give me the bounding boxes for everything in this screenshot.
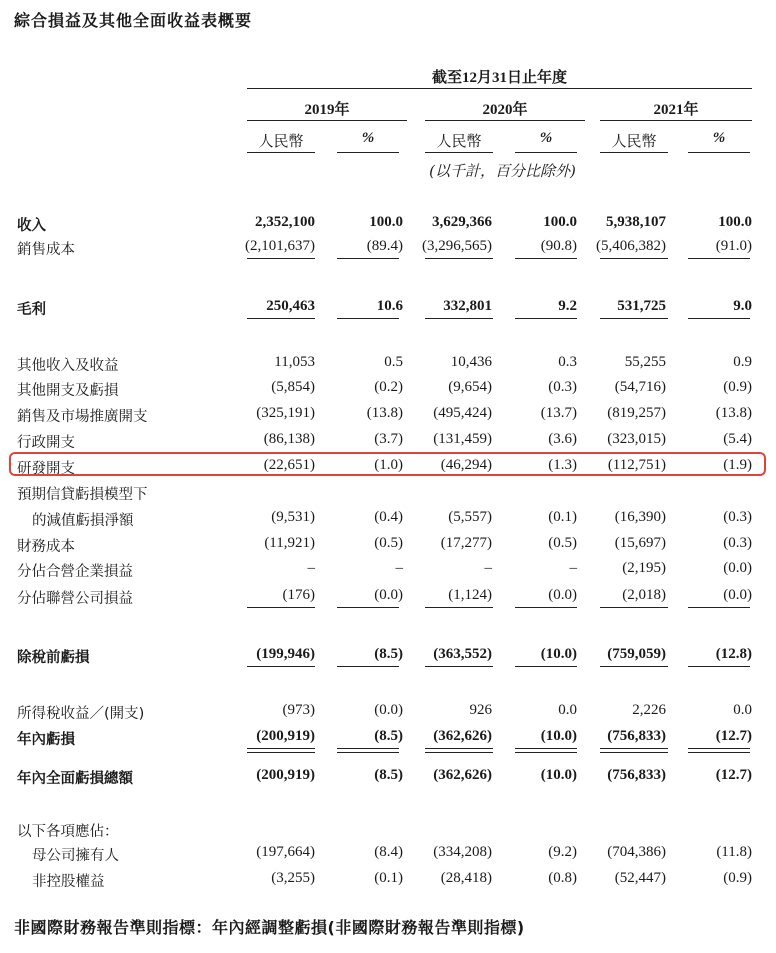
row-label: 分佔合營企業損益 bbox=[17, 564, 133, 580]
cell-rmb: (86,138) bbox=[263, 431, 315, 447]
cell-rmb: (756,833) bbox=[607, 728, 666, 744]
cell-pct: (13.8) bbox=[715, 405, 752, 421]
underline bbox=[337, 607, 399, 608]
cell-rmb: 531,725 bbox=[617, 298, 666, 314]
underline bbox=[247, 666, 315, 667]
cell-rmb: 2,352,100 bbox=[255, 214, 315, 230]
cell-pct: (0.0) bbox=[548, 587, 577, 603]
cell-rmb: (3,255) bbox=[271, 870, 315, 886]
cell-pct: (0.3) bbox=[723, 509, 752, 525]
year-header-2020: 2020年 bbox=[482, 102, 528, 118]
year-header-2019: 2019年 bbox=[304, 102, 350, 118]
row-label: 所得稅收益／(開支) bbox=[17, 706, 145, 722]
period-header: 截至12月31日止年度 bbox=[431, 70, 567, 86]
underline bbox=[515, 258, 577, 259]
cell-rmb: (819,257) bbox=[607, 405, 666, 421]
cell-pct: (13.7) bbox=[540, 405, 577, 421]
cell-rmb: (5,854) bbox=[271, 379, 315, 395]
row-label: 預期信貸虧損模型下 bbox=[17, 487, 148, 503]
cell-pct: (0.1) bbox=[374, 870, 403, 886]
unit-rule bbox=[425, 152, 493, 153]
underline bbox=[337, 318, 399, 319]
cell-pct: (89.4) bbox=[366, 238, 403, 254]
underline bbox=[600, 666, 668, 667]
cell-pct: (10.0) bbox=[540, 728, 577, 744]
highlight-box bbox=[9, 452, 766, 476]
table-row bbox=[0, 296, 776, 320]
underline bbox=[247, 607, 315, 608]
cell-rmb: (759,059) bbox=[607, 646, 666, 662]
underline bbox=[688, 666, 750, 667]
cell-rmb: (46,294) bbox=[440, 457, 492, 473]
cell-rmb: (756,833) bbox=[607, 767, 666, 783]
cell-rmb: (197,664) bbox=[256, 844, 315, 860]
row-label: 毛利 bbox=[17, 302, 46, 318]
cell-rmb: (362,626) bbox=[433, 767, 492, 783]
cell-pct: (90.8) bbox=[540, 238, 577, 254]
cell-pct: (8.5) bbox=[374, 646, 403, 662]
section-title: 綜合損益及其他全面收益表概要 bbox=[14, 11, 253, 30]
cell-pct: (11.8) bbox=[716, 844, 752, 860]
cell-pct: 9.0 bbox=[733, 298, 752, 314]
year-rule-2019 bbox=[247, 120, 407, 121]
row-label: 收入 bbox=[17, 218, 46, 234]
underline bbox=[425, 607, 493, 608]
double-underline bbox=[600, 748, 668, 753]
cell-pct: 0.0 bbox=[733, 702, 752, 718]
cell-pct: (10.0) bbox=[540, 767, 577, 783]
table-row bbox=[0, 868, 776, 892]
row-label: 銷售成本 bbox=[17, 242, 75, 258]
cell-rmb: (5,406,382) bbox=[596, 238, 666, 254]
row-label: 年內全面虧損總額 bbox=[17, 771, 133, 787]
table-row bbox=[0, 585, 776, 609]
table-row bbox=[0, 700, 776, 724]
unit-rule bbox=[600, 152, 668, 153]
cell-pct: (0.9) bbox=[723, 379, 752, 395]
cell-pct: 0.9 bbox=[733, 354, 752, 370]
table-row bbox=[0, 726, 776, 750]
row-label: 分佔聯營公司損益 bbox=[17, 591, 133, 607]
cell-pct: (0.0) bbox=[723, 587, 752, 603]
cell-pct: (12.7) bbox=[715, 728, 752, 744]
row-label: 行政開支 bbox=[17, 435, 75, 451]
cell-rmb: (52,447) bbox=[614, 870, 666, 886]
cell-rmb: 332,801 bbox=[443, 298, 492, 314]
cell-rmb: 926 bbox=[469, 702, 492, 718]
cell-pct: 0.3 bbox=[558, 354, 577, 370]
unit-rule bbox=[337, 152, 399, 153]
table-row bbox=[0, 507, 776, 531]
cell-pct: 100.0 bbox=[543, 214, 577, 230]
cell-pct: (8.4) bbox=[374, 844, 403, 860]
cell-pct: (91.0) bbox=[715, 238, 752, 254]
cell-rmb: (2,101,637) bbox=[245, 238, 315, 254]
underline bbox=[688, 258, 750, 259]
cell-pct: (3.6) bbox=[548, 431, 577, 447]
underline bbox=[515, 666, 577, 667]
row-label: 的減值虧損淨額 bbox=[32, 513, 134, 529]
unit-pct-2020: % bbox=[539, 130, 553, 146]
cell-rmb: (22,651) bbox=[263, 457, 315, 473]
underline bbox=[425, 318, 493, 319]
unit-pct-2021: % bbox=[712, 130, 726, 146]
cell-pct: (0.4) bbox=[374, 509, 403, 525]
cell-rmb: (200,919) bbox=[256, 728, 315, 744]
row-label: 除稅前虧損 bbox=[17, 650, 90, 666]
year-header-2021: 2021年 bbox=[653, 102, 699, 118]
cell-rmb: (1,124) bbox=[448, 587, 492, 603]
unit-rmb-2021: 人民幣 bbox=[611, 132, 657, 150]
table-row bbox=[0, 212, 776, 236]
cell-rmb: (112,751) bbox=[607, 457, 666, 473]
cell-rmb: 5,938,107 bbox=[606, 214, 666, 230]
cell-pct: (1.3) bbox=[548, 457, 577, 473]
cell-rmb: (362,626) bbox=[433, 728, 492, 744]
cell-pct: (0.0) bbox=[374, 587, 403, 603]
underline bbox=[600, 318, 668, 319]
cell-pct: (3.7) bbox=[374, 431, 403, 447]
cell-rmb: (495,424) bbox=[433, 405, 492, 421]
cell-rmb: (2,018) bbox=[622, 587, 666, 603]
table-row bbox=[0, 429, 776, 453]
row-label: 銷售及市場推廣開支 bbox=[17, 409, 148, 425]
unit-note: (以千計，百分比除外) bbox=[429, 162, 576, 180]
cell-pct: (0.5) bbox=[548, 535, 577, 551]
table-row bbox=[0, 842, 776, 866]
underline bbox=[425, 666, 493, 667]
table-row bbox=[0, 236, 776, 260]
underline bbox=[247, 258, 315, 259]
cell-pct: (0.5) bbox=[374, 535, 403, 551]
unit-rule bbox=[247, 152, 315, 153]
underline bbox=[337, 666, 399, 667]
cell-rmb: 250,463 bbox=[266, 298, 315, 314]
cell-pct: (0.0) bbox=[723, 560, 752, 576]
cell-rmb: (17,277) bbox=[440, 535, 492, 551]
cell-rmb: 10,436 bbox=[450, 354, 492, 370]
cell-rmb: (9,654) bbox=[448, 379, 492, 395]
cell-rmb: 55,255 bbox=[624, 354, 666, 370]
cell-rmb: 11,053 bbox=[274, 354, 315, 370]
table-row bbox=[0, 644, 776, 668]
double-underline bbox=[425, 748, 493, 753]
table-row bbox=[0, 558, 776, 582]
cell-rmb: (704,386) bbox=[607, 844, 666, 860]
footer-title: 非國際財務報告準則指標：年內經調整虧損(非國際財務報告準則指標) bbox=[14, 918, 525, 937]
cell-pct: (0.2) bbox=[374, 379, 403, 395]
table-row bbox=[0, 403, 776, 427]
cell-rmb: (199,946) bbox=[256, 646, 315, 662]
underline bbox=[688, 318, 750, 319]
cell-pct: 9.2 bbox=[558, 298, 577, 314]
cell-pct: (0.9) bbox=[723, 870, 752, 886]
cell-pct: (0.3) bbox=[723, 535, 752, 551]
cell-rmb: (16,390) bbox=[614, 509, 666, 525]
double-underline bbox=[515, 748, 577, 753]
row-label: 以下各項應佔： bbox=[17, 824, 119, 840]
cell-pct: 100.0 bbox=[369, 214, 403, 230]
table-row bbox=[0, 377, 776, 401]
underline bbox=[247, 318, 315, 319]
cell-pct: (9.2) bbox=[548, 844, 577, 860]
cell-rmb: (973) bbox=[282, 702, 315, 718]
double-underline bbox=[337, 748, 399, 753]
cell-rmb: (54,716) bbox=[614, 379, 666, 395]
cell-pct: 0.0 bbox=[558, 702, 577, 718]
cell-rmb: (9,531) bbox=[271, 509, 315, 525]
underline bbox=[688, 607, 750, 608]
row-label: 其他收入及收益 bbox=[17, 358, 119, 374]
cell-rmb: (11,921) bbox=[264, 535, 315, 551]
cell-pct: (0.1) bbox=[548, 509, 577, 525]
cell-pct: (12.7) bbox=[715, 767, 752, 783]
underline bbox=[425, 258, 493, 259]
cell-rmb: (325,191) bbox=[256, 405, 315, 421]
cell-pct: (0.8) bbox=[548, 870, 577, 886]
underline bbox=[515, 607, 577, 608]
row-label: 母公司擁有人 bbox=[32, 848, 119, 864]
cell-pct: 0.5 bbox=[384, 354, 403, 370]
underline bbox=[515, 318, 577, 319]
cell-pct: (12.8) bbox=[715, 646, 752, 662]
underline bbox=[600, 258, 668, 259]
underline bbox=[337, 258, 399, 259]
table-row bbox=[0, 765, 776, 789]
cell-pct: – bbox=[569, 560, 577, 576]
cell-pct: (13.8) bbox=[366, 405, 403, 421]
table-row bbox=[0, 352, 776, 376]
unit-rmb-2019: 人民幣 bbox=[258, 132, 304, 150]
table-row bbox=[0, 818, 776, 842]
double-underline bbox=[688, 748, 750, 753]
year-rule-2020 bbox=[425, 120, 585, 121]
table-row bbox=[0, 481, 776, 505]
cell-rmb: (176) bbox=[282, 587, 315, 603]
row-label: 研發開支 bbox=[17, 461, 75, 477]
unit-rmb-2020: 人民幣 bbox=[436, 132, 482, 150]
cell-pct: (0.3) bbox=[548, 379, 577, 395]
cell-rmb: (131,459) bbox=[433, 431, 492, 447]
table-row bbox=[0, 533, 776, 557]
cell-rmb: 2,226 bbox=[632, 702, 666, 718]
cell-rmb: (3,296,565) bbox=[422, 238, 492, 254]
cell-pct: 100.0 bbox=[718, 214, 752, 230]
cell-pct: (1.9) bbox=[723, 457, 752, 473]
cell-rmb: (15,697) bbox=[614, 535, 666, 551]
cell-pct: (8.5) bbox=[374, 728, 403, 744]
row-label: 財務成本 bbox=[17, 539, 75, 555]
cell-pct: 10.6 bbox=[376, 298, 403, 314]
cell-rmb: (5,557) bbox=[448, 509, 492, 525]
cell-pct: (5.4) bbox=[723, 431, 752, 447]
cell-rmb: – bbox=[484, 560, 492, 576]
row-label: 非控股權益 bbox=[32, 874, 105, 890]
cell-pct: (1.0) bbox=[374, 457, 403, 473]
double-underline bbox=[247, 748, 315, 753]
period-rule bbox=[247, 88, 752, 89]
unit-rule bbox=[515, 152, 577, 153]
cell-pct: (0.0) bbox=[374, 702, 403, 718]
cell-pct: – bbox=[395, 560, 403, 576]
cell-rmb: (334,208) bbox=[433, 844, 492, 860]
cell-rmb: – bbox=[307, 560, 315, 576]
cell-rmb: (2,195) bbox=[622, 560, 666, 576]
cell-pct: (10.0) bbox=[540, 646, 577, 662]
unit-pct-2019: % bbox=[361, 130, 375, 146]
unit-rule bbox=[688, 152, 750, 153]
cell-rmb: (28,418) bbox=[440, 870, 492, 886]
cell-rmb: (200,919) bbox=[256, 767, 315, 783]
underline bbox=[600, 607, 668, 608]
cell-rmb: 3,629,366 bbox=[432, 214, 492, 230]
row-label: 其他開支及虧損 bbox=[17, 383, 119, 399]
cell-pct: (8.5) bbox=[374, 767, 403, 783]
cell-rmb: (363,552) bbox=[433, 646, 492, 662]
year-rule-2021 bbox=[600, 120, 752, 121]
cell-rmb: (323,015) bbox=[607, 431, 666, 447]
row-label: 年內虧損 bbox=[17, 732, 75, 748]
